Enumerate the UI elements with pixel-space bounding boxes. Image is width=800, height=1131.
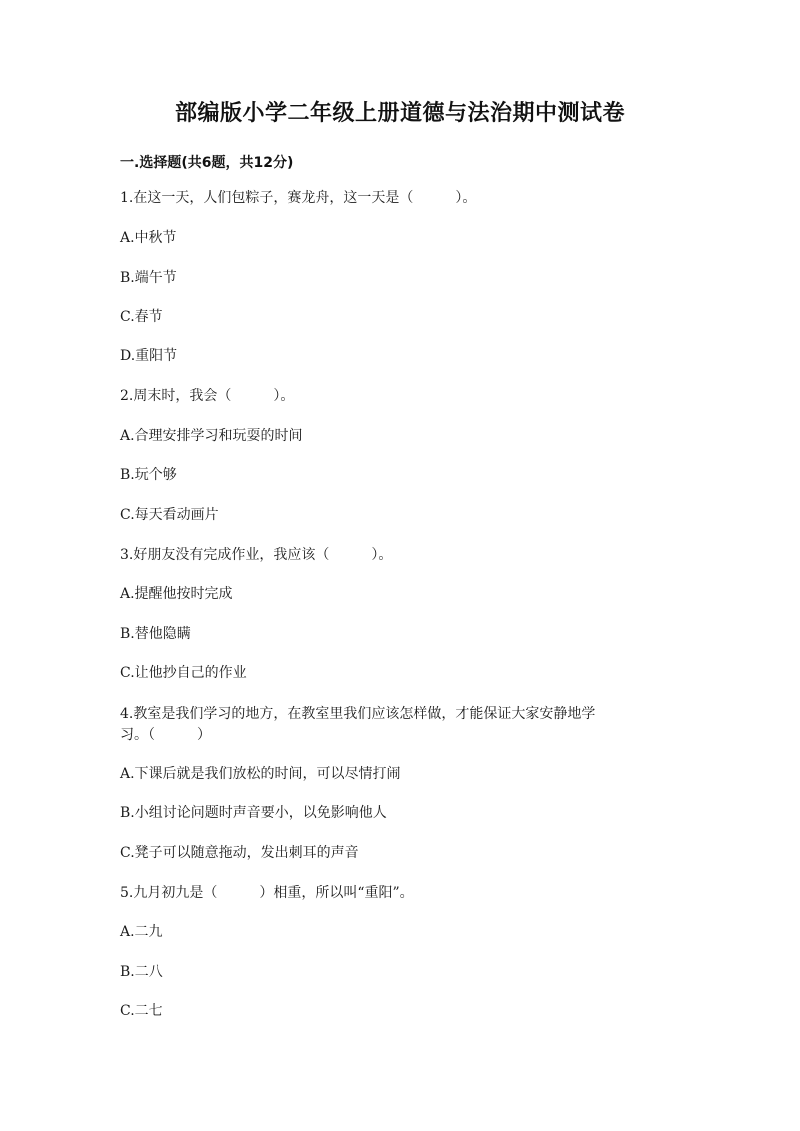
question-5-option-b: B.二八 — [120, 964, 163, 980]
question-5-option-c: C.二七 — [120, 1003, 163, 1019]
question-3-option-c: C.让他抄自己的作业 — [120, 665, 247, 681]
question-4-stem-line-2: 习。（ ） — [120, 727, 211, 743]
question-1-option-b: B.端午节 — [120, 270, 177, 286]
question-1-option-c: C.春节 — [120, 309, 163, 325]
question-4-option-a: A.下课后就是我们放松的时间，可以尽情打闹 — [120, 766, 401, 782]
section-heading: 一.选择题(共6题，共12分) — [120, 155, 294, 171]
question-5-option-a: A.二九 — [120, 924, 163, 940]
question-1-stem: 1.在这一天，人们包粽子，赛龙舟，这一天是（ ）。 — [120, 190, 477, 206]
question-2-option-b: B.玩个够 — [120, 467, 177, 483]
question-3-option-b: B.替他隐瞒 — [120, 626, 191, 642]
question-1-option-a: A.中秋节 — [120, 230, 177, 246]
question-5-stem: 5.九月初九是（ ）相重，所以叫“重阳”。 — [120, 885, 414, 901]
question-4-option-b: B.小组讨论问题时声音要小，以免影响他人 — [120, 805, 387, 821]
page-title: 部编版小学二年级上册道德与法治期中测试卷 — [174, 101, 625, 126]
question-2-stem: 2.周末时，我会（ ）。 — [120, 388, 295, 404]
question-3-stem: 3.好朋友没有完成作业，我应该（ ）。 — [120, 547, 393, 563]
question-1-option-d: D.重阳节 — [120, 348, 178, 364]
question-4-stem-line-1: 4.教室是我们学习的地方，在教室里我们应该怎样做，才能保证大家安静地学 — [120, 706, 596, 722]
question-2-option-a: A.合理安排学习和玩耍的时间 — [120, 428, 303, 444]
question-4-option-c: C.凳子可以随意拖动，发出刺耳的声音 — [120, 845, 359, 861]
question-3-option-a: A.提醒他按时完成 — [120, 586, 233, 602]
question-2-option-c: C.每天看动画片 — [120, 507, 219, 523]
